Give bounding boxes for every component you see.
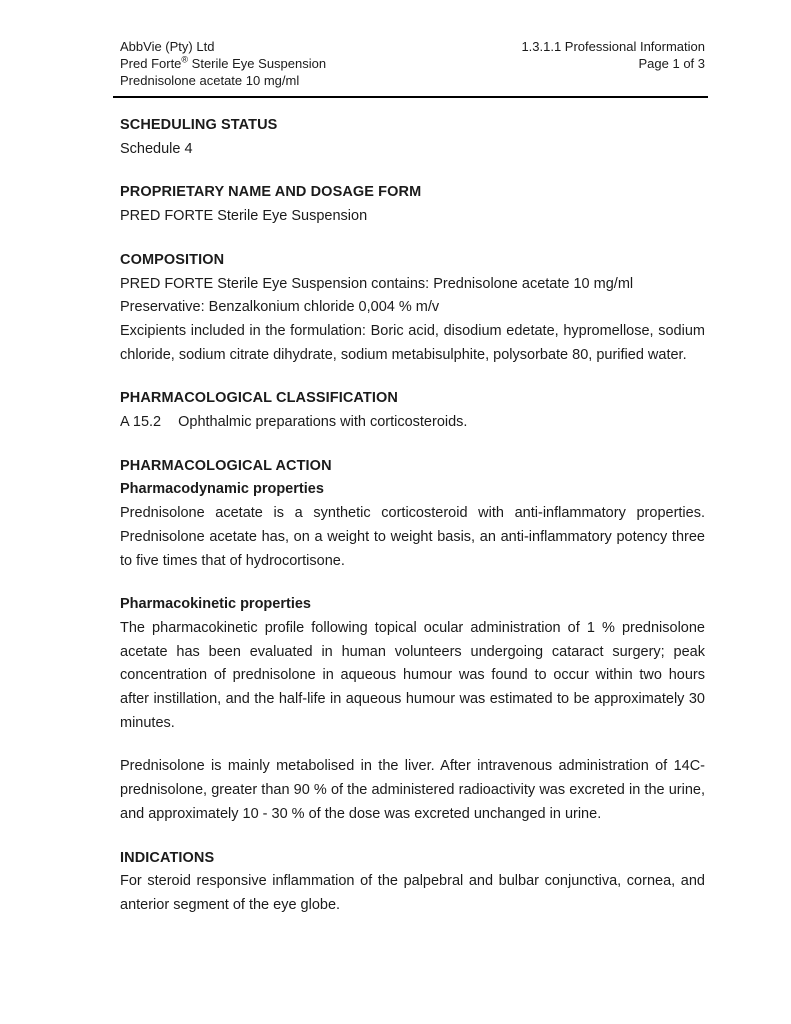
document-reference: 1.3.1.1 Professional Information — [521, 39, 705, 54]
proprietary-name-heading: PROPRIETARY NAME AND DOSAGE FORM — [120, 184, 422, 201]
document-header — [120, 38, 705, 89]
composition-heading: COMPOSITION — [120, 251, 225, 268]
indications-heading: INDICATIONS — [120, 849, 215, 866]
header-right-block — [521, 38, 705, 72]
product-title — [120, 55, 326, 72]
classification-code: A 15.2 — [120, 414, 162, 431]
section-composition — [120, 249, 705, 368]
pharmacokinetic-paragraph-2: Prednisolone is mainly metabolised in the liver. After intravenous administration of 14C-prednisolone, greater than 90 % of the administered radioactivity was excreted in the urine, and approximately 10 - 30 % of the dose was excreted unchanged in urine. — [120, 758, 705, 822]
pharmacodynamic-subheading: Pharmacodynamic properties — [120, 481, 324, 498]
pharmacodynamic-paragraph: Prednisolone acetate is a synthetic corticosteroid with anti-inflammatory properties. Prednisolone acetate has, on a weight to weight basis, an anti-inflammatory potency three to five times that of hydrocortisone. — [120, 505, 705, 569]
indications-paragraph: For steroid responsive inflammation of the palpebral and bulbar conjunctiva, cornea, and anterior segment of the eye globe. — [120, 873, 705, 913]
composition-preservative-text: Preservative: Benzalkonium chloride 0,004 % m/v — [120, 299, 440, 316]
pharmacological-classification-heading: PHARMACOLOGICAL CLASSIFICATION — [120, 390, 398, 407]
section-proprietary-name — [120, 181, 705, 228]
page-content — [120, 38, 705, 918]
section-pharmacological-action — [120, 455, 705, 574]
section-scheduling-status — [120, 114, 705, 161]
header-left-block — [120, 38, 326, 89]
pharmacokinetic-subheading: Pharmacokinetic properties — [120, 596, 311, 613]
pharmacokinetic-paragraph-2-block — [120, 755, 705, 826]
proprietary-name-text: PRED FORTE Sterile Eye Suspension — [120, 208, 368, 225]
document-body — [120, 114, 705, 918]
header-divider-rule — [113, 96, 708, 98]
active-ingredient: Prednisolone acetate 10 mg/ml — [120, 73, 300, 88]
scheduling-status-text: Schedule 4 — [120, 140, 193, 157]
composition-excipients-text: Excipients included in the formulation: Boric acid, disodium edetate, hypromellose, sodium chloride, sodium citrate dihydrate, sodium metabisulphite, polysorbate 80, purified water. — [120, 322, 705, 363]
product-name: Pred Forte — [120, 56, 182, 71]
classification-text: Ophthalmic preparations with corticosteroids. — [178, 414, 468, 431]
section-pharmacological-classification — [120, 387, 705, 434]
section-indications — [120, 847, 705, 918]
registered-trademark-mark: ® — [181, 54, 189, 65]
page-indicator: Page 1 of 3 — [638, 56, 705, 71]
classification-line — [120, 411, 705, 435]
composition-contains-text: PRED FORTE Sterile Eye Suspension contains: Prednisolone acetate 10 mg/ml — [120, 275, 634, 292]
subsection-pharmacokinetic — [120, 593, 705, 735]
scheduling-status-heading: SCHEDULING STATUS — [120, 117, 278, 133]
pharmacological-action-heading: PHARMACOLOGICAL ACTION — [120, 457, 332, 474]
product-form: Sterile Eye Suspension — [188, 56, 327, 71]
pharmacokinetic-paragraph-1: The pharmacokinetic profile following topical ocular administration of 1 % prednisolone acetate has been evaluated in human volunteers undergoing cataract surgery; peak concentration of prednisolone in aqueous humour was found to occur within two hours after instillation, and the half-life in aqueous humour was estimated to be approximately 30 minutes. — [120, 619, 705, 731]
company-name: AbbVie (Pty) Ltd — [120, 39, 215, 54]
